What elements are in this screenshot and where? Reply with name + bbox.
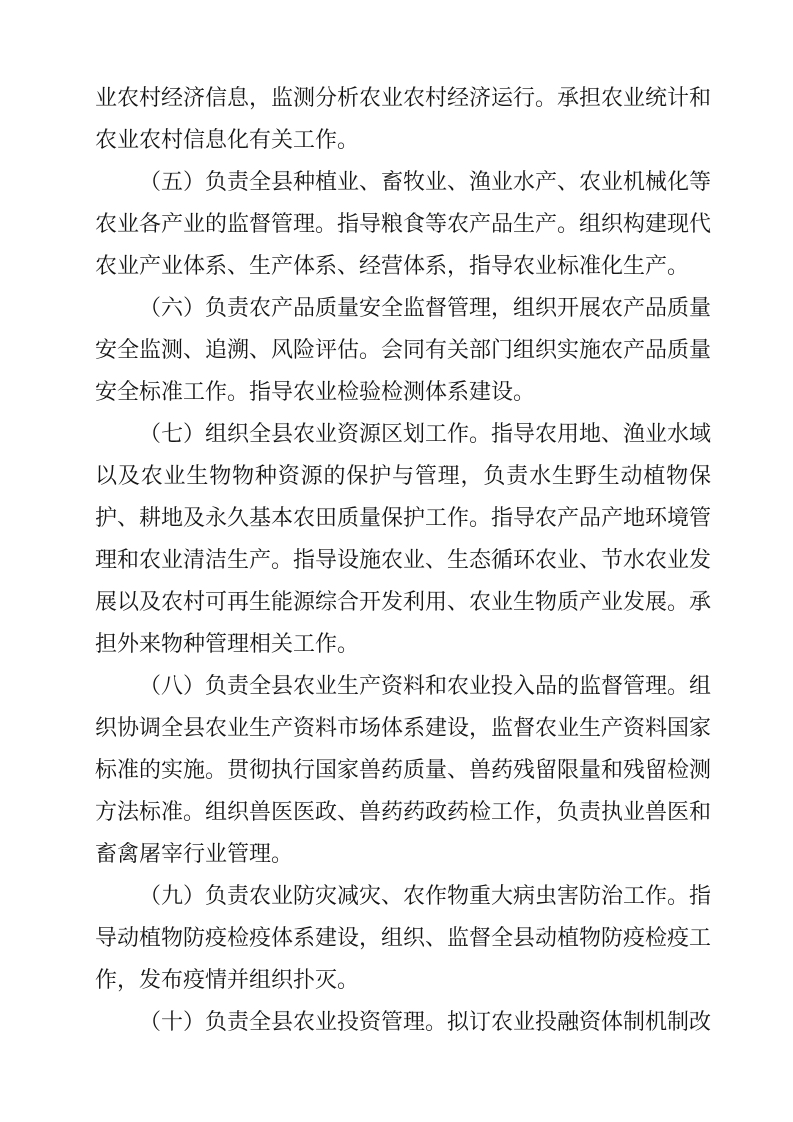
paragraph: （九）负责农业防灾减灾、农作物重大病虫害防治工作。指导动植物防疫检疫体系建设，组织、监督全县动植物防疫检疫工作，发布疫情并组织扑灭。 [95,883,712,992]
paragraph: （七）组织全县农业资源区划工作。指导农用地、渔业水域以及农业生物物种资源的保护与管理，负责水生野生动植物保护、耕地及永久基本农田质量保护工作。指导农产品产地环境管理和农业清洁生产。指导设施农业、生态循环农业、节水农业发展以及农村可再生能源综合开发利用、农业生物质产业发展。承担外来物种管理相关工作。 [95,421,712,656]
paragraph: （六）负责农产品质量安全监督管理，组织开展农产品质量安全监测、追溯、风险评估。会同有关部门组织实施农产品质量安全标准工作。指导农业检验检测体系建设。 [95,295,712,404]
paragraph: （十）负责全县农业投资管理。拟订农业投融资体制机制改 [139,1009,712,1034]
paragraph: 业农村经济信息，监测分析农业农村经济运行。承担农业统计和农业农村信息化有关工作。 [95,85,712,152]
document-body [95,77,711,1043]
paragraph: （八）负责全县农业生产资料和农业投入品的监督管理。组织协调全县农业生产资料市场体系建设，监督农业生产资料国家标准的实施。贯彻执行国家兽药质量、兽药残留限量和残留检测方法标准。组织兽医医政、兽药药政药检工作，负责执业兽医和畜禽屠宰行业管理。 [95,673,712,866]
paragraph: （五）负责全县种植业、畜牧业、渔业水产、农业机械化等农业各产业的监督管理。指导粮食等农产品生产。组织构建现代农业产业体系、生产体系、经营体系，指导农业标准化生产。 [95,169,712,278]
